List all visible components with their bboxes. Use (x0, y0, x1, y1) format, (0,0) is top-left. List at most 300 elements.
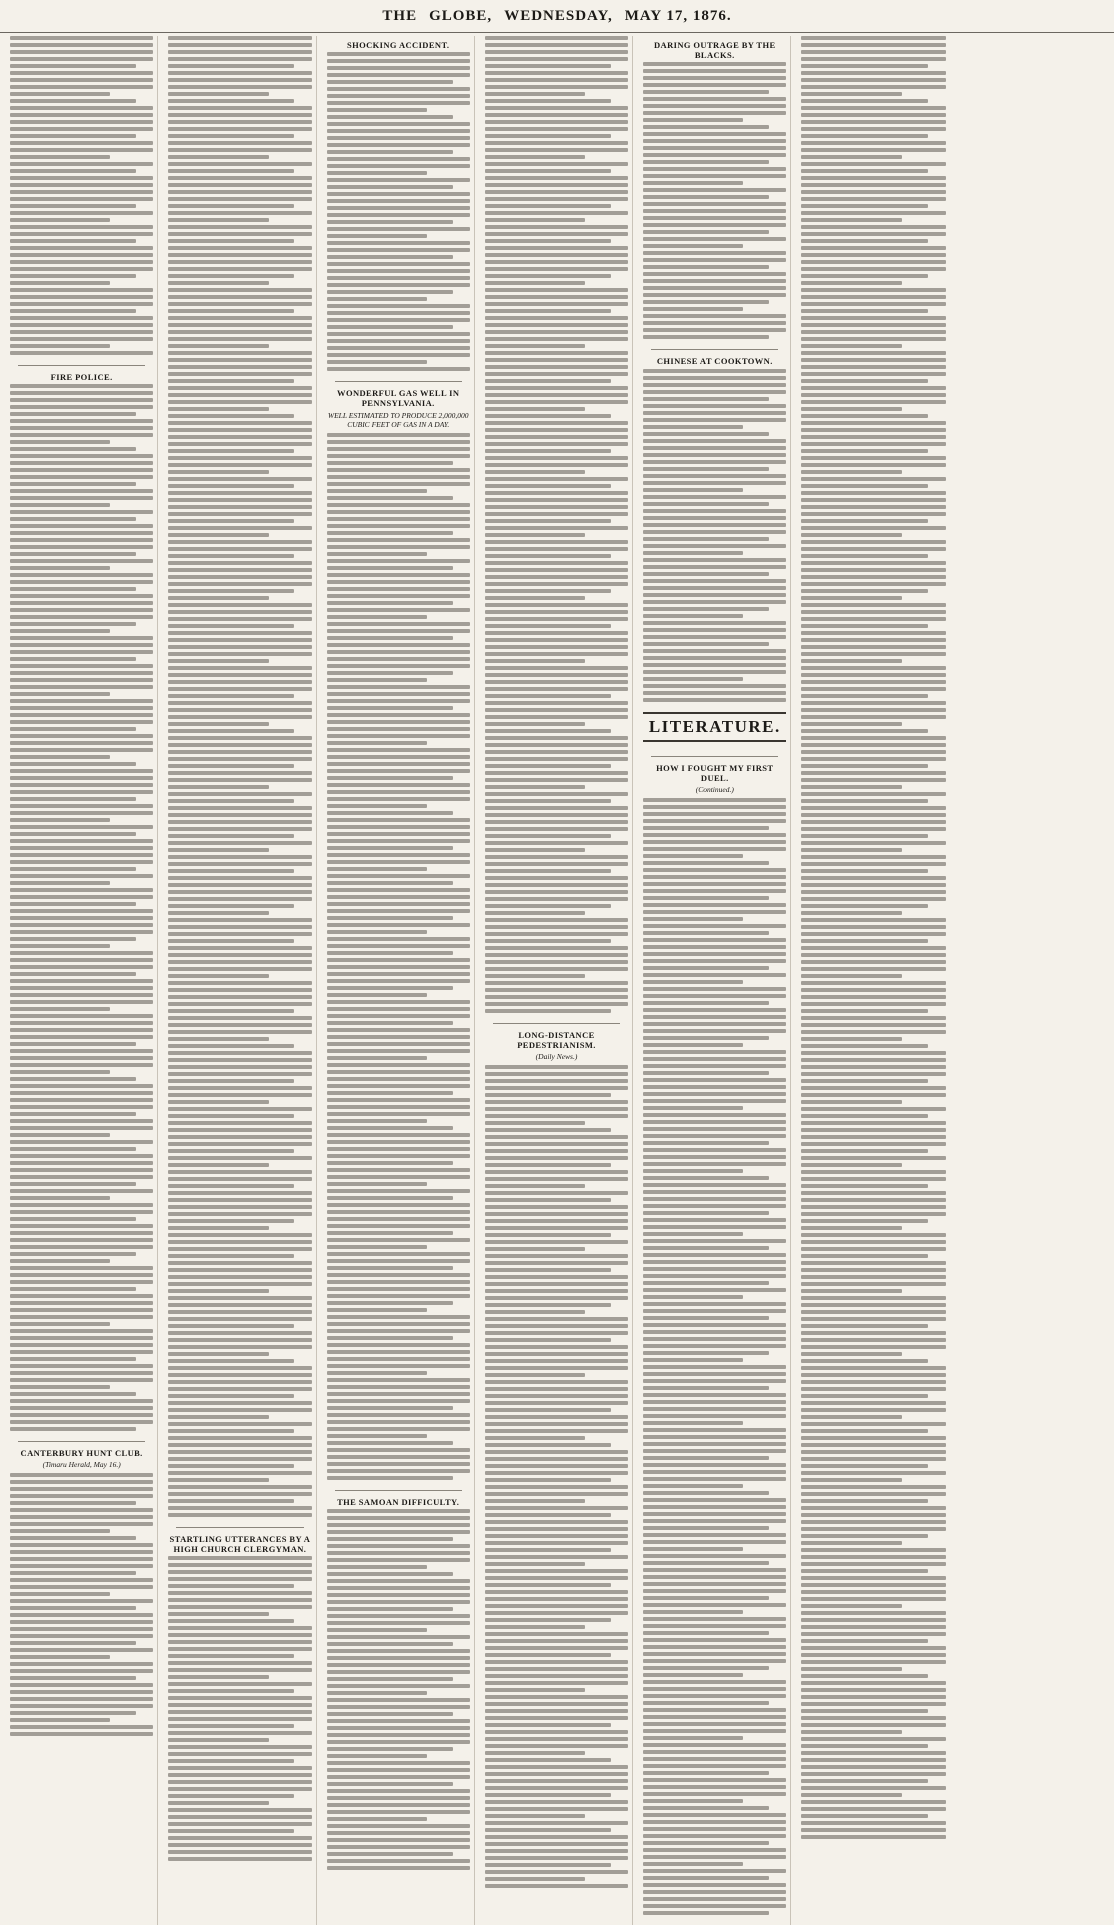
text-line (168, 218, 268, 222)
text-line (327, 1719, 470, 1723)
text-line (10, 1238, 153, 1242)
text-line (327, 692, 470, 696)
text-line (485, 1135, 628, 1139)
text-line (643, 1092, 786, 1096)
text-line (327, 1210, 470, 1214)
column-5 (639, 36, 791, 1925)
text-line (643, 1806, 769, 1810)
text-line (801, 1338, 945, 1342)
text-line (485, 1828, 611, 1832)
text-line (168, 1682, 311, 1686)
text-line (168, 239, 294, 243)
text-line (168, 1219, 294, 1223)
text-line (10, 811, 153, 815)
text-line (10, 190, 153, 194)
text-line (327, 699, 470, 703)
text-line (10, 1161, 153, 1165)
text-line (327, 1084, 470, 1088)
text-line (168, 1808, 311, 1812)
text-line (801, 1604, 902, 1608)
text-line (327, 178, 470, 182)
text-line (327, 1614, 470, 1618)
text-line (168, 1689, 294, 1693)
text-line (168, 1121, 311, 1125)
text-line (327, 1420, 470, 1424)
text-line (168, 1240, 311, 1244)
text-line (643, 1743, 786, 1747)
text-line (327, 1315, 470, 1319)
text-line (643, 369, 786, 373)
text-line (327, 1392, 470, 1396)
text-line (801, 1569, 928, 1573)
text-line (643, 167, 786, 171)
text-line (168, 610, 311, 614)
text-line (327, 1866, 470, 1870)
text-line (801, 421, 945, 425)
text-line (485, 281, 585, 285)
text-line (801, 1212, 945, 1216)
text-line (10, 447, 136, 451)
text-line (643, 1876, 769, 1880)
text-line (801, 904, 928, 908)
text-line (801, 1030, 945, 1034)
text-line (327, 1434, 427, 1438)
text-line (643, 1421, 743, 1425)
text-line (485, 134, 611, 138)
text-line (10, 965, 153, 969)
text-line (10, 552, 136, 556)
text-line (485, 960, 628, 964)
text-line (168, 386, 311, 390)
text-line (485, 1100, 628, 1104)
text-line (643, 1456, 769, 1460)
text-line (168, 1394, 294, 1398)
text-line (801, 855, 945, 859)
text-line (10, 944, 110, 948)
text-line (485, 393, 628, 397)
text-line (327, 1182, 427, 1186)
text-line (327, 1189, 470, 1193)
text-line (801, 1618, 945, 1622)
text-line (801, 491, 945, 495)
text-line (168, 708, 311, 712)
masthead (0, 0, 1114, 33)
text-line (801, 1548, 945, 1552)
text-line (327, 269, 470, 273)
text-line (485, 1072, 628, 1076)
text-line (801, 330, 945, 334)
text-line (643, 1862, 743, 1866)
text-line (643, 1358, 743, 1362)
text-line (801, 890, 945, 894)
text-line (801, 393, 945, 397)
text-line (327, 762, 470, 766)
text-line (327, 629, 470, 633)
text-line (10, 650, 153, 654)
text-line (168, 414, 294, 418)
text-line (801, 1709, 928, 1713)
text-line (485, 1814, 585, 1818)
text-line (801, 1051, 945, 1055)
text-line (168, 162, 311, 166)
text-line (10, 1126, 153, 1130)
text-line (485, 792, 628, 796)
text-line (485, 1765, 628, 1769)
text-line (10, 391, 153, 395)
text-line (168, 729, 294, 733)
column-2 (164, 36, 316, 1925)
text-line (485, 617, 628, 621)
text-line (168, 1464, 294, 1468)
text-line (485, 1303, 611, 1307)
text-line (801, 1625, 945, 1629)
text-line (485, 365, 628, 369)
text-line (485, 295, 628, 299)
text-line (327, 1028, 470, 1032)
text-line (485, 897, 628, 901)
text-line (485, 414, 611, 418)
text-line (643, 1610, 743, 1614)
text-line (327, 1126, 453, 1130)
text-line (168, 967, 311, 971)
text-line (801, 582, 945, 586)
text-line (801, 624, 928, 628)
text-line (10, 316, 153, 320)
text-line (485, 386, 628, 390)
text-line (643, 691, 786, 695)
text-line (10, 1718, 110, 1722)
text-line (168, 99, 294, 103)
text-line (10, 398, 153, 402)
text-line (801, 1163, 902, 1167)
text-line (485, 92, 585, 96)
text-line (801, 484, 928, 488)
text-line (643, 502, 769, 506)
text-line (485, 253, 628, 257)
article-divider (651, 756, 778, 757)
text-line (10, 762, 136, 766)
text-line (327, 510, 470, 514)
text-line (485, 1492, 628, 1496)
text-line (801, 561, 945, 565)
text-line (801, 1352, 902, 1356)
text-line (327, 1600, 470, 1604)
text-line (168, 155, 268, 159)
text-line (643, 1022, 786, 1026)
text-line (643, 181, 743, 185)
text-line (327, 468, 470, 472)
text-line (801, 85, 945, 89)
text-line (643, 966, 769, 970)
text-line (801, 386, 945, 390)
text-line (327, 1161, 453, 1165)
text-line (168, 169, 294, 173)
text-line (485, 813, 628, 817)
text-line (327, 601, 453, 605)
text-line (327, 1838, 470, 1842)
text-line (168, 1794, 294, 1798)
text-line (643, 1904, 786, 1908)
text-line (327, 1329, 470, 1333)
text-line (10, 720, 153, 724)
text-line (10, 1021, 153, 1025)
text-line (10, 1294, 153, 1298)
text-line (327, 52, 470, 56)
text-line (643, 1169, 743, 1173)
text-line (168, 1198, 311, 1202)
text-line (327, 1558, 470, 1562)
text-line (801, 1401, 945, 1405)
text-line (485, 561, 628, 565)
text-line (801, 932, 945, 936)
text-line (327, 713, 470, 717)
text-line (168, 1086, 311, 1090)
text-line (327, 1607, 453, 1611)
text-line (10, 608, 153, 612)
text-line (168, 1787, 311, 1791)
text-line (10, 1049, 153, 1053)
text-line (643, 83, 786, 87)
text-line (643, 1617, 786, 1621)
text-line (643, 1715, 786, 1719)
text-line (10, 1683, 153, 1687)
text-line (801, 1786, 945, 1790)
text-line (485, 344, 585, 348)
text-line (801, 120, 945, 124)
text-line (10, 1711, 136, 1715)
text-line (10, 344, 110, 348)
text-line (168, 743, 311, 747)
text-line (327, 304, 470, 308)
text-line (485, 491, 628, 495)
text-line (327, 769, 470, 773)
text-line (643, 987, 786, 991)
text-line (168, 855, 311, 859)
text-line (327, 241, 470, 245)
text-line (168, 1443, 311, 1447)
text-line (485, 407, 585, 411)
text-line (327, 874, 470, 878)
text-line (168, 1030, 311, 1034)
text-line (168, 113, 311, 117)
text-line (485, 680, 628, 684)
text-line (168, 1492, 311, 1496)
text-line (168, 1093, 311, 1097)
text-line (168, 463, 311, 467)
text-line (327, 594, 470, 598)
text-line (10, 790, 153, 794)
text-line (643, 952, 786, 956)
text-line (168, 1780, 311, 1784)
text-line (643, 376, 786, 380)
text-line (327, 1824, 470, 1828)
text-line (168, 883, 311, 887)
text-line (327, 1308, 427, 1312)
text-line (485, 1625, 585, 1629)
text-line (168, 1156, 311, 1160)
text-line (327, 1091, 453, 1095)
text-line (485, 141, 628, 145)
text-line (801, 925, 945, 929)
text-line (801, 533, 902, 537)
text-line (168, 925, 311, 929)
text-line (327, 101, 470, 105)
text-line (485, 1268, 611, 1272)
text-line (485, 1779, 628, 1783)
text-line (10, 1392, 136, 1396)
text-line (485, 981, 628, 985)
masthead-the: THE (382, 7, 418, 24)
text-line (10, 1494, 153, 1498)
text-line (10, 1420, 153, 1424)
text-line (801, 1590, 945, 1594)
text-line (168, 1051, 311, 1055)
text-line (485, 204, 611, 208)
text-line (643, 1841, 769, 1845)
text-line (327, 1007, 470, 1011)
text-line (168, 1408, 311, 1412)
text-line (643, 1834, 786, 1838)
column-4 (481, 36, 633, 1925)
text-line (327, 972, 470, 976)
text-line (168, 407, 268, 411)
text-line (485, 652, 628, 656)
text-line (10, 769, 153, 773)
text-line (10, 211, 153, 215)
text-line (801, 1058, 945, 1062)
text-line (801, 1457, 945, 1461)
text-line (485, 1205, 628, 1209)
text-line (168, 512, 311, 516)
text-line (801, 1800, 945, 1804)
text-line (168, 295, 311, 299)
text-line (485, 1800, 628, 1804)
article-heading: CANTERBURY HUNT CLUB. (20, 1448, 143, 1459)
text-line (10, 1287, 136, 1291)
text-line (168, 869, 294, 873)
text-line (327, 1817, 427, 1821)
text-line (327, 1245, 427, 1249)
text-line (10, 1133, 110, 1137)
text-line (168, 148, 311, 152)
text-line (10, 832, 136, 836)
text-line (643, 1183, 786, 1187)
text-line (485, 470, 585, 474)
text-line (485, 1338, 611, 1342)
text-line (168, 1044, 294, 1048)
text-line (10, 699, 153, 703)
text-line (801, 519, 928, 523)
text-line (327, 517, 470, 521)
text-line (10, 895, 153, 899)
text-line (168, 750, 311, 754)
text-line (10, 727, 136, 731)
text-line (10, 1571, 136, 1575)
text-line (643, 1869, 786, 1873)
text-line (10, 1259, 110, 1263)
article (10, 365, 153, 1431)
text-line (801, 1100, 902, 1104)
text-line (801, 155, 902, 159)
text-line (168, 1310, 311, 1314)
text-line (801, 617, 945, 621)
article (643, 349, 786, 701)
text-line (327, 1294, 470, 1298)
text-line (801, 351, 945, 355)
text-line (327, 783, 470, 787)
text-line (168, 1563, 311, 1567)
text-line (168, 540, 311, 544)
text-line (168, 596, 268, 600)
text-line (485, 778, 628, 782)
text-line (168, 64, 294, 68)
text-line (327, 916, 453, 920)
text-line (327, 1565, 427, 1569)
text-line (10, 176, 153, 180)
text-line (168, 687, 311, 691)
text-line (801, 596, 902, 600)
text-line (801, 225, 945, 229)
text-line (485, 638, 628, 642)
text-line (327, 1147, 470, 1151)
text-line (327, 1196, 453, 1200)
text-line (10, 419, 153, 423)
text-line (168, 988, 311, 992)
text-line (168, 841, 311, 845)
text-line (643, 980, 743, 984)
text-line (327, 664, 470, 668)
text-line (485, 1093, 611, 1097)
text-line (485, 197, 628, 201)
text-line (643, 125, 769, 129)
text-line (801, 1471, 945, 1475)
text-line (327, 1119, 427, 1123)
text-line (643, 1211, 769, 1215)
text-line (485, 1709, 628, 1713)
text-line (643, 1260, 786, 1264)
text-line (327, 1385, 470, 1389)
text-line (643, 293, 786, 297)
text-line (643, 1141, 769, 1145)
text-line (168, 799, 294, 803)
text-line (10, 867, 136, 871)
text-line (168, 1107, 311, 1111)
text-line (643, 328, 786, 332)
text-line (168, 1506, 311, 1510)
text-line (801, 1394, 928, 1398)
text-line (801, 729, 928, 733)
text-line (327, 748, 470, 752)
text-line (801, 1114, 928, 1118)
text-line (643, 195, 769, 199)
text-line (327, 1469, 470, 1473)
text-line (643, 90, 769, 94)
text-line (327, 1035, 470, 1039)
text-line (643, 1624, 786, 1628)
text-line (801, 1009, 928, 1013)
text-line (485, 1527, 628, 1531)
text-line (801, 1072, 945, 1076)
text-line (801, 1821, 945, 1825)
text-line (643, 516, 786, 520)
text-line (801, 1198, 945, 1202)
text-line (10, 120, 153, 124)
text-line (327, 454, 470, 458)
text-line (485, 1506, 628, 1510)
text-line (10, 1655, 110, 1659)
text-line (801, 568, 945, 572)
text-line (168, 1352, 268, 1356)
